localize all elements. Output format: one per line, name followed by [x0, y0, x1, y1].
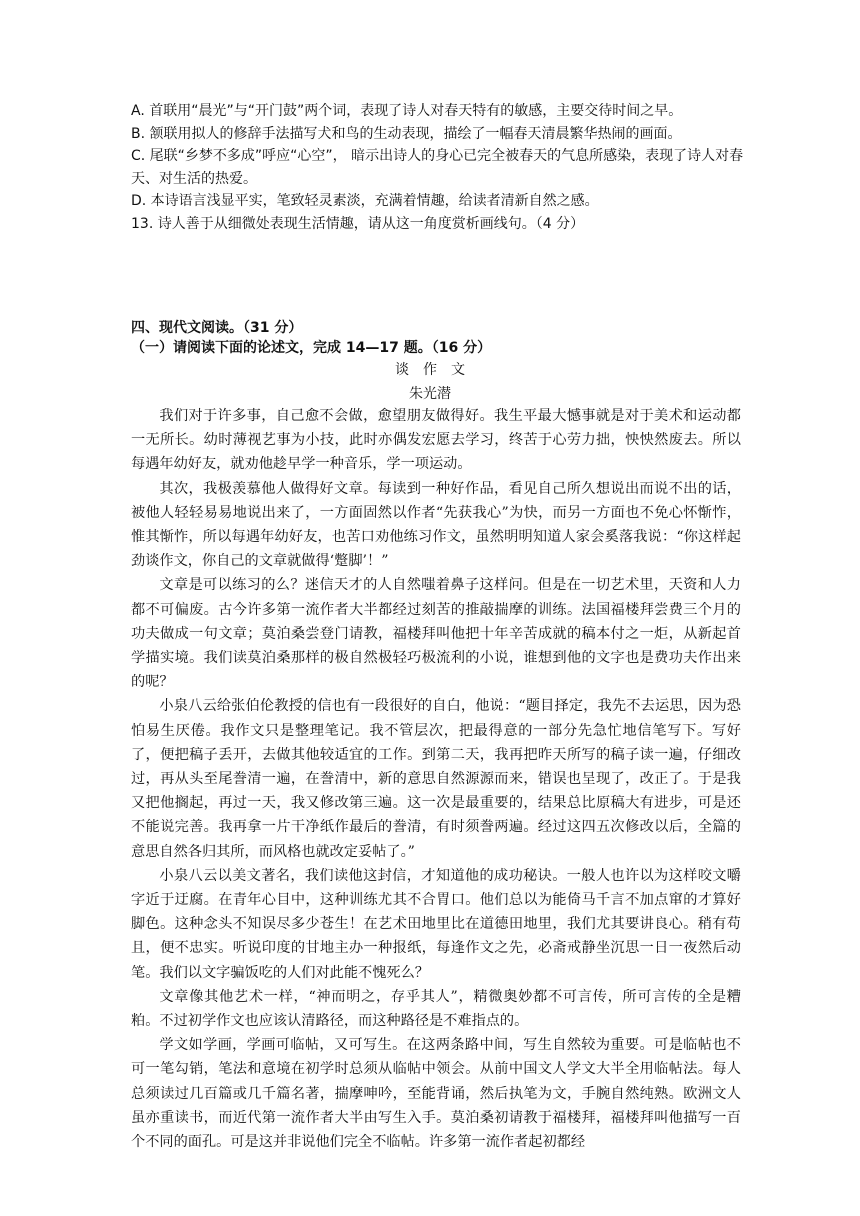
essay-title: 谈 作 文 [395, 362, 465, 378]
question-12-options [131, 100, 751, 236]
option-a: A. 首联用“晨光”与“开门鼓”两个词，表现了诗人对春天特有的敏感，主要交待时间之早。 [131, 103, 683, 119]
question-13: 13. 诗人善于从细微处表现生活情趣，请从这一角度赏析画线句。（4 分） [131, 215, 585, 232]
subsection-heading: （一）请阅读下面的论述文，完成 14—17 题。（16 分） [131, 340, 492, 356]
option-c: C. 尾联“乡梦不多成”呼应“心空”， 暗示出诗人的身心已完全被春天的气息所感染，表现了诗人对春天、对生活的热爱。 [131, 148, 744, 187]
essay-paragraph: 文章是可以练习的么？迷信天才的人自然嗤着鼻子这样问。但是在一切艺术里，天资和人力都不可偏废。古今许多第一流作者大半都经过刻苦的推敲揣摩的训练。法国福楼拜尝费三个月的功夫做成一句文章；莫泊桑尝登门请教，福楼拜叫他把十年辛苦成就的稿本付之一炬，从新起首学描实境。我们读莫泊桑那样的极自然极轻巧极流利的小说，谁想到他的文字也是费功夫作出来的呢？ [131, 577, 741, 691]
essay-body [131, 404, 741, 1154]
essay-paragraph: 小泉八云给张伯伦教授的信也有一段很好的自白，他说：“题目择定，我先不去运思，因为恐怕易生厌倦。我作文只是整理笔记。我不管层次，把最得意的一部分先急忙地信笔写下。写好了，便把稿子丢开，去做其他较适宜的工作。到第二天，我再把昨天所写的稿子读一遍，仔细改过，再从头至尾誊清一遍，在誊清中，新的意思自然源源而来，错误也呈现了，改正了。于是我又把他搁起，再过一天，我又修改第三遍。这一次是最重要的，结果总比原稿大有进步，可是还不能说完善。我再拿一片干净纸作最后的誊清，有时须誊两遍。经过这四五次修改以后，全篇的意思自然各归其所，而风格也就改定妥帖了。” [131, 698, 741, 860]
option-b: B. 颔联用拟人的修辞手法描写犬和鸟的生动表现，描绘了一幅春天清晨繁华热闹的画面。 [131, 125, 682, 142]
essay-paragraph: 其次，我极羡慕他人做得好文章。每读到一种好作品，看见自己所久想说出而说不出的话，被他人轻轻易易地说出来了，一方面固然以作者“先获我心”为快，而另一方面也不免心怀惭怍，惟其惭怍，所以每遇年幼好友，也苦口劝他练习作文，虽然明明知道人家会奚落我说：“你这样起劲谈作文，你自己的文章就做得‘蹩脚’！” [131, 480, 741, 570]
essay-paragraph: 文章像其他艺术一样，“神而明之，存乎其人”，精微奥妙都不可言传，所可言传的全是糟粕。不过初学作文也应该认清路径，而这种路径是不难指点的。 [131, 988, 741, 1030]
essay-paragraph: 学文如学画，学画可临帖，又可写生。在这两条路中间，写生自然较为重要。可是临帖也不可一笔勾销，笔法和意境在初学时总须从临帖中领会。从前中国文人学文大半全用临帖法。每人总须读过几百篇或几千篇名著，揣摩呻吟，至能背诵，然后执笔为文，手腕自然纯熟。欧洲文人虽亦重读书，而近代第一流作者大半由写生入手。莫泊桑初请教于福楼拜，福楼拜叫他描写一百个不同的面孔。可是这并非说他们完全不临帖。许多第一流作者起初都经 [131, 1037, 741, 1151]
essay-author: 朱光潜 [409, 386, 451, 402]
section-heading: 四、现代文阅读。（31 分） [131, 320, 303, 336]
essay-paragraph: 我们对于许多事，自己愈不会做，愈望朋友做得好。我生平最大憾事就是对于美术和运动都一无所长。幼时薄视艺事为小技，此时亦偶发宏愿去学习，终苦于心劳力拙，怏怏然废去。所以每遇年幼好友，就劝他趁早学一种音乐，学一项运动。 [131, 408, 741, 473]
essay-paragraph: 小泉八云以美文著名，我们读他这封信，才知道他的成功秘诀。一般人也许以为这样咬文嚼字近于迂腐。在青年心目中，这种训练尤其不合胃口。他们总以为能倚马千言不加点窜的才算好脚色。这种念头不知误尽多少苍生！在艺术田地里比在道德田地里，我们尤其要讲良心。稍有苟且，便不忠实。听说印度的甘地主办一种报纸，每逢作文之先，必斋戒静坐沉思一日一夜然后动笔。我们以文字骗饭吃的人们对此能不愧死么？ [131, 867, 741, 981]
option-d: D. 本诗语言浅显平实，笔致轻灵素淡，充满着情趣，给读者清新自然之感。 [131, 193, 599, 210]
